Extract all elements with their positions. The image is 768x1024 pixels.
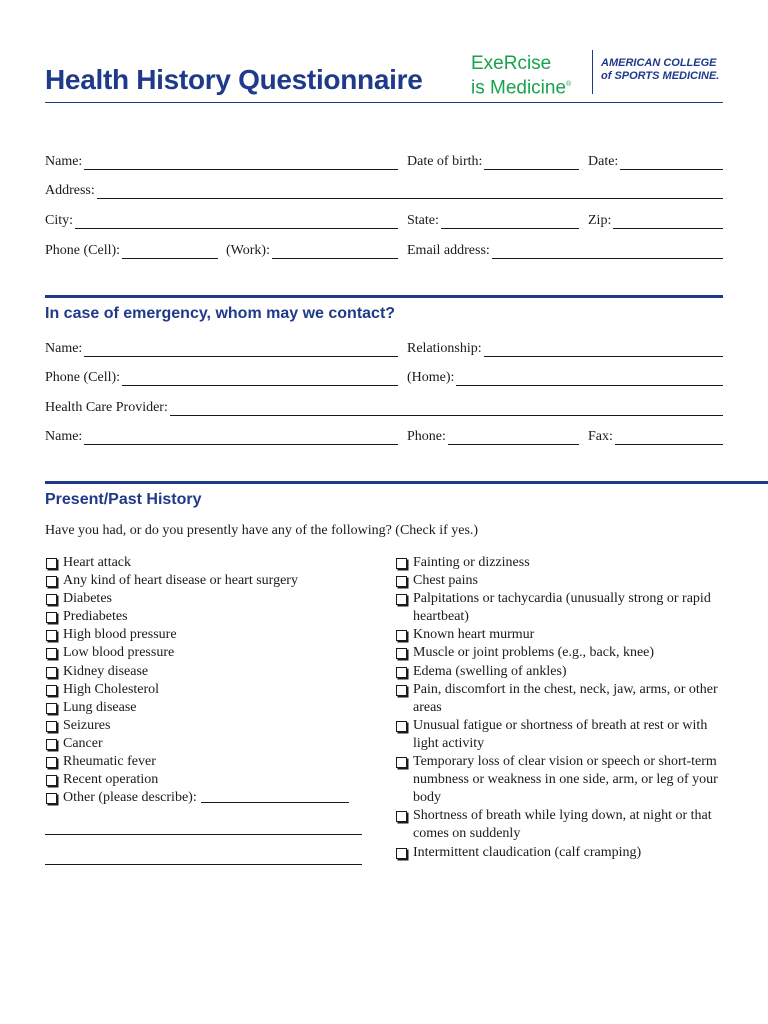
provider-name-field[interactable] <box>45 425 398 445</box>
checklist-item-label: Recent operation <box>63 772 159 788</box>
emergency-phone-cell-field[interactable] <box>45 366 398 386</box>
city-label: City: <box>45 213 74 228</box>
checklist-item <box>45 608 375 626</box>
history-left-list <box>45 554 375 807</box>
date-label: Date: <box>588 154 619 169</box>
email-field[interactable] <box>407 239 723 259</box>
logo-acsm-line1: AMERICAN COLLEGE <box>601 57 717 69</box>
checkbox[interactable] <box>396 558 407 569</box>
checkbox[interactable] <box>396 630 407 641</box>
state-label: State: <box>407 213 439 228</box>
checklist-item-label: Seizures <box>63 717 111 733</box>
checkbox[interactable] <box>46 703 57 714</box>
history-right-list <box>395 554 725 862</box>
checklist-item-label: Heart attack <box>63 555 132 570</box>
work-phone-label: (Work): <box>226 243 270 258</box>
checklist-item <box>395 753 725 807</box>
checklist-item <box>45 699 375 717</box>
checkbox[interactable] <box>46 721 57 732</box>
checklist-item <box>45 554 375 572</box>
emergency-row-3 <box>45 396 723 416</box>
checklist-item-label: Palpitations or tachycardia (unusually strong or rapid heartbeat) <box>413 591 711 625</box>
checkbox[interactable] <box>46 793 57 804</box>
emergency-row-4 <box>45 425 723 445</box>
work-phone-field[interactable] <box>226 239 398 259</box>
city-field[interactable] <box>45 209 398 229</box>
emergency-row-2 <box>45 366 723 386</box>
checklist-item-label: Chest pains <box>413 573 478 589</box>
checklist-item <box>395 681 725 717</box>
home-phone-field[interactable] <box>407 366 723 386</box>
checklist-item-label: Edema (swelling of ankles) <box>413 663 567 679</box>
checkbox[interactable] <box>396 685 407 696</box>
checkbox[interactable] <box>46 558 57 569</box>
checkbox[interactable] <box>396 757 407 768</box>
checkbox[interactable] <box>396 721 407 732</box>
other-describe-line-3[interactable] <box>45 864 362 865</box>
personal-row-2 <box>45 179 723 199</box>
provider-fax-field[interactable] <box>588 425 723 445</box>
checklist-item <box>45 681 375 699</box>
checklist-item <box>45 717 375 735</box>
checklist-item <box>45 644 375 662</box>
phone-cell-label: Phone (Cell): <box>45 243 121 258</box>
checklist-item <box>45 590 375 608</box>
zip-label: Zip: <box>588 213 612 228</box>
provider-name-label: Name: <box>45 429 83 444</box>
checkbox[interactable] <box>46 775 57 786</box>
email-label: Email address: <box>407 243 490 258</box>
checklist-item-label: Fainting or dizziness <box>413 555 530 570</box>
checklist-item-label: Cancer <box>63 735 103 751</box>
checkbox[interactable] <box>396 667 407 678</box>
logo-eim-mark: ® <box>566 81 572 88</box>
dob-field[interactable] <box>407 150 579 170</box>
checklist-item <box>45 626 375 644</box>
checklist-item-label: High Cholesterol <box>63 681 160 697</box>
emergency-name-label: Name: <box>45 341 83 356</box>
phone-cell-field[interactable] <box>45 239 218 259</box>
emergency-row-1 <box>45 337 723 357</box>
date-field[interactable] <box>588 150 723 170</box>
logo-acsm-line2: of SPORTS MEDICINE. <box>601 70 720 82</box>
logo-eim-line1: ExeRcise <box>471 53 552 74</box>
checklist-item <box>395 644 725 662</box>
checklist-item <box>395 554 725 572</box>
emergency-phone-cell-label: Phone (Cell): <box>45 370 121 385</box>
state-field[interactable] <box>407 209 579 229</box>
header-divider <box>45 102 723 103</box>
checklist-item <box>395 807 725 843</box>
checklist-item-label: Diabetes <box>63 591 112 607</box>
checklist-item-label: Muscle or joint problems (e.g., back, knee) <box>413 645 655 661</box>
personal-row-1 <box>45 150 723 170</box>
provider-label: Health Care Provider: <box>45 400 168 415</box>
checkbox[interactable] <box>46 648 57 659</box>
checklist-item-label: Temporary loss of clear vision or speech or short-term numbness or weakness in one side, arm, or leg of your body <box>413 754 718 806</box>
logo-eim-line2: is Medicine <box>471 77 567 99</box>
provider-field[interactable] <box>45 396 723 416</box>
checklist-item <box>395 663 725 681</box>
home-phone-label: (Home): <box>407 370 455 385</box>
checklist-item-label: High blood pressure <box>63 627 177 643</box>
checkbox[interactable] <box>46 630 57 641</box>
provider-phone-field[interactable] <box>407 425 579 445</box>
address-field[interactable] <box>45 179 723 199</box>
history-section-title: Present/Past History <box>45 491 202 508</box>
emergency-name-field[interactable] <box>45 337 398 357</box>
checklist-item <box>45 789 375 807</box>
checkbox[interactable] <box>46 739 57 750</box>
name-label: Name: <box>45 154 83 169</box>
checklist-item-label: Kidney disease <box>63 663 149 679</box>
checklist-item-label: Lung disease <box>63 699 137 715</box>
checklist-item <box>395 590 725 626</box>
checklist-item <box>45 753 375 771</box>
page-title: Health History Questionnaire <box>45 64 423 95</box>
emergency-section-title: In case of emergency, whom may we contact? <box>45 305 396 322</box>
checkbox[interactable] <box>396 811 407 822</box>
checklist-item-label: Intermittent claudication (calf cramping) <box>413 844 642 860</box>
checklist-item <box>395 626 725 644</box>
checkbox[interactable] <box>396 594 407 605</box>
dob-label: Date of birth: <box>407 154 483 169</box>
checkbox[interactable] <box>396 576 407 587</box>
name-field[interactable] <box>45 150 398 170</box>
section-divider-emergency <box>45 295 723 298</box>
checkbox[interactable] <box>46 685 57 696</box>
relationship-field[interactable] <box>407 337 723 357</box>
checklist-item <box>395 717 725 753</box>
provider-phone-label: Phone: <box>407 429 446 444</box>
history-intro: Have you had, or do you presently have any of the following? (Check if yes.) <box>45 523 479 538</box>
personal-row-4 <box>45 239 723 259</box>
checklist-item-label: Pain, discomfort in the chest, neck, jaw, arms, or other areas <box>413 681 718 715</box>
checklist-item <box>45 572 375 590</box>
checkbox[interactable] <box>396 648 407 659</box>
checklist-item-label: Unusual fatigue or shortness of breath at rest or with light activity <box>413 717 708 751</box>
personal-row-3 <box>45 209 723 229</box>
checklist-item <box>395 844 725 862</box>
exercise-is-medicine-logo <box>471 53 571 98</box>
checklist-item-label: Rheumatic fever <box>63 754 156 770</box>
logo-divider <box>592 50 593 94</box>
checkbox[interactable] <box>46 576 57 587</box>
checkbox[interactable] <box>46 667 57 678</box>
checklist-item <box>395 572 725 590</box>
checklist-item-label: Prediabetes <box>63 609 128 625</box>
relationship-label: Relationship: <box>407 341 482 356</box>
checklist-item <box>45 735 375 753</box>
address-label: Address: <box>45 183 95 198</box>
acsm-logo <box>601 57 719 83</box>
checkbox[interactable] <box>46 612 57 623</box>
section-divider-history <box>45 481 768 484</box>
other-describe-line-1[interactable] <box>201 789 349 803</box>
checklist-item-label: Low blood pressure <box>63 645 175 661</box>
checklist-item-label: Shortness of breath while lying down, at night or that comes on suddenly <box>413 808 712 842</box>
checklist-item-label: Other (please describe): <box>63 790 197 806</box>
other-describe-line-2[interactable] <box>45 834 362 835</box>
checklist-item <box>45 663 375 681</box>
zip-field[interactable] <box>588 209 723 229</box>
checklist-item-label: Known heart murmur <box>413 627 535 643</box>
checkbox[interactable] <box>396 848 407 859</box>
checklist-item <box>45 771 375 789</box>
checkbox[interactable] <box>46 757 57 768</box>
checkbox[interactable] <box>46 594 57 605</box>
provider-fax-label: Fax: <box>588 429 613 444</box>
checklist-item-label: Any kind of heart disease or heart surgery <box>63 573 298 589</box>
